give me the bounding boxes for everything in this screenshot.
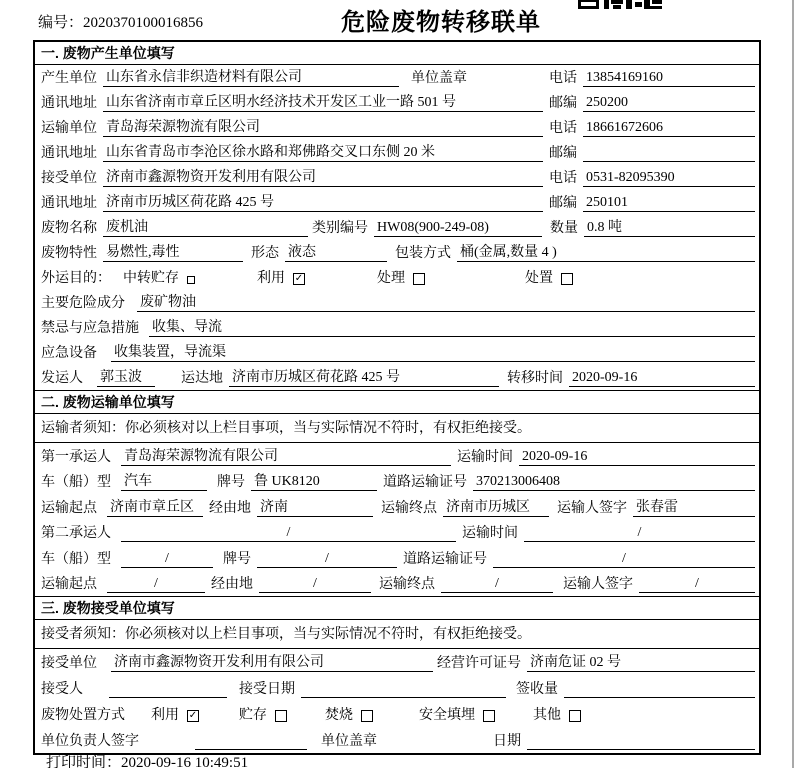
print-time-label: 打印时间： xyxy=(46,755,122,768)
waste-property-label: 废物特性 xyxy=(41,246,97,261)
receive-date-label: 接受日期 xyxy=(239,682,295,697)
phone-label: 电话 xyxy=(549,121,577,136)
transport-date-value[interactable]: 2020-09-16 xyxy=(519,449,755,466)
transfer-date-value[interactable]: 2020-09-16 xyxy=(569,370,755,387)
receiver-person-row xyxy=(35,675,759,701)
receiver-unit-row xyxy=(35,165,759,190)
transporter-notice: 运输者须知：你必须核对以上栏目事项，当与实际情况不符时，有权拒绝接受。 xyxy=(35,414,759,443)
emergency-equipment-row xyxy=(35,340,759,365)
carrier-sign-label: 运输人签字 xyxy=(563,577,633,592)
signed-quantity-value[interactable] xyxy=(564,681,755,698)
road-permit-value-2[interactable]: / xyxy=(493,551,755,568)
transport-date-label: 运输时间 xyxy=(457,449,513,465)
quantity-value[interactable]: 0.8 吨 xyxy=(584,216,755,237)
page-edge-line xyxy=(792,0,794,768)
route-row-2 xyxy=(35,571,759,597)
hazard-component-value[interactable]: 废矿物油 xyxy=(137,291,755,312)
transporter-unit-label: 运输单位 xyxy=(41,121,97,136)
checkbox-landfill[interactable] xyxy=(483,710,495,722)
responsible-sign-row xyxy=(35,727,759,753)
vehicle-type-value[interactable]: 汽车 xyxy=(121,470,207,491)
transporter-postcode-value[interactable] xyxy=(583,145,755,162)
transfer-date-label: 转移时间 xyxy=(507,371,563,386)
license-label: 经营许可证号 xyxy=(437,656,521,671)
section-receiver xyxy=(35,596,759,753)
emergency-equipment-value[interactable]: 收集装置，导流渠 xyxy=(111,341,755,362)
utilize-label: 利用 xyxy=(151,708,179,723)
producer-unit-label: 产生单位 xyxy=(41,71,97,86)
road-permit-value[interactable]: 370213006408 xyxy=(473,474,755,491)
waste-name-value[interactable]: 废机油 xyxy=(103,216,308,237)
other-label: 其他 xyxy=(533,708,561,723)
hazard-component-row xyxy=(35,290,759,315)
receiver-unit-value[interactable]: 济南市鑫源物资开发利用有限公司 xyxy=(103,166,543,187)
receiver-person-label: 接受人 xyxy=(41,682,83,697)
responsible-sign-label: 单位负责人签字 xyxy=(41,734,139,749)
form-label: 形态 xyxy=(251,246,279,261)
packaging-label: 包装方式 xyxy=(395,246,451,261)
transporter-address-label: 通讯地址 xyxy=(41,146,97,161)
doc-number-value: 2020370100016856 xyxy=(83,15,204,31)
emergency-measures-row xyxy=(35,315,759,340)
emergency-measures-value[interactable]: 收集、导流 xyxy=(149,316,755,337)
checkbox-storage-receipt[interactable] xyxy=(275,710,287,722)
destination-value[interactable]: 济南市历城区荷花路 425 号 xyxy=(229,366,499,387)
storage-label: 贮存 xyxy=(239,708,267,723)
section-producer xyxy=(35,42,759,390)
origin-label: 运输起点 xyxy=(41,500,97,516)
vehicle-type-label: 车（船）型 xyxy=(41,551,111,567)
plate-label: 牌号 xyxy=(223,551,251,567)
road-permit-label: 道路运输证号 xyxy=(383,475,467,490)
carrier-sign-label: 运输人签字 xyxy=(557,500,627,516)
postcode-label: 邮编 xyxy=(549,146,577,161)
date-label: 日期 xyxy=(493,734,521,749)
waste-property-row xyxy=(35,240,759,265)
producer-address-label: 通讯地址 xyxy=(41,96,97,111)
transport-date-value-2[interactable]: / xyxy=(524,525,755,542)
vehicle-type-label: 车（船）型 xyxy=(41,475,111,490)
receiver-unit-label: 接受单位 xyxy=(41,171,97,186)
waste-name-row xyxy=(35,215,759,240)
disposal-label: 处置 xyxy=(525,271,553,286)
first-carrier-value[interactable]: 青岛海荣源物流有限公司 xyxy=(121,445,451,466)
receiver-person-value[interactable] xyxy=(109,681,227,698)
quantity-label: 数量 xyxy=(550,221,578,236)
first-carrier-row xyxy=(35,443,759,469)
producer-unit-value[interactable]: 山东省永信非织造材料有限公司 xyxy=(103,66,399,87)
print-time-value: 2020-09-16 10:49:51 xyxy=(121,755,249,768)
checkbox-other[interactable] xyxy=(569,710,581,722)
checkbox-incineration[interactable] xyxy=(361,710,373,722)
landfill-label: 安全填埋 xyxy=(419,708,475,723)
date-value[interactable] xyxy=(527,733,755,750)
treatment-label: 处理 xyxy=(377,271,405,286)
receive-unit-row xyxy=(35,649,759,675)
vehicle-type-value-2[interactable]: / xyxy=(121,551,213,568)
category-code-label: 类别编号 xyxy=(312,221,368,236)
section-transporter-header: 二. 废物运输单位填写 xyxy=(35,390,759,414)
unit-seal-label: 单位盖章 xyxy=(411,71,467,86)
incineration-label: 焚烧 xyxy=(325,708,353,723)
receiver-address-value[interactable]: 济南市历城区荷花路 425 号 xyxy=(103,191,543,212)
emergency-equipment-label: 应急设备 xyxy=(41,346,97,361)
section-producer-header: 一. 废物产生单位填写 xyxy=(35,42,759,65)
postcode-label: 邮编 xyxy=(549,96,577,111)
consignor-row xyxy=(35,365,759,390)
form-value[interactable]: 液态 xyxy=(285,241,387,262)
phone-label: 电话 xyxy=(549,71,577,86)
category-code-value[interactable]: HW08(900-249-08) xyxy=(374,220,542,237)
signed-quantity-label: 签收量 xyxy=(516,682,558,697)
section-receiver-header: 三. 废物接受单位填写 xyxy=(35,596,759,620)
terminus-value-2[interactable]: / xyxy=(441,576,553,593)
transport-date-label: 运输时间 xyxy=(462,526,518,541)
receiver-notice: 接受者须知：你必须核对以上栏目事项，当与实际情况不符时，有权拒绝接受。 xyxy=(35,620,759,649)
checkbox-transit-storage[interactable] xyxy=(187,276,195,284)
disposal-method-label: 废物处置方式 xyxy=(41,708,125,723)
origin-value-2[interactable]: / xyxy=(107,576,205,593)
hazard-component-label: 主要危险成分 xyxy=(41,296,125,311)
section-transporter xyxy=(35,390,759,596)
doc-number-label: 编号： xyxy=(38,15,84,31)
print-time xyxy=(46,751,248,768)
terminus-label: 运输终点 xyxy=(379,577,435,592)
receive-unit-value[interactable]: 济南市鑫源物资开发利用有限公司 xyxy=(111,651,433,672)
producer-address-value[interactable]: 山东省济南市章丘区明水经济技术开发区工业一路 501 号 xyxy=(103,91,543,112)
via-value[interactable]: 济南 xyxy=(257,496,373,517)
transfer-purpose-row xyxy=(35,265,759,290)
producer-postcode-value[interactable]: 250200 xyxy=(583,95,755,112)
transporter-unit-row xyxy=(35,115,759,140)
checkbox-utilize[interactable]: ✓ xyxy=(294,273,304,284)
consignor-value[interactable]: 郭玉波 xyxy=(97,366,155,387)
phone-label: 电话 xyxy=(549,171,577,186)
origin-value[interactable]: 济南市章丘区 xyxy=(107,496,203,517)
consignor-label: 发运人 xyxy=(41,371,83,386)
plate-value[interactable]: 鲁 UK8120 xyxy=(251,470,377,491)
plate-label: 牌号 xyxy=(217,475,245,490)
checkbox-treatment[interactable] xyxy=(413,273,425,285)
transporter-address-value[interactable]: 山东省青岛市李沧区徐水路和郑佛路交叉口东侧 20 米 xyxy=(103,141,543,162)
plate-value-2[interactable]: / xyxy=(257,551,397,568)
receiver-phone-value[interactable]: 0531-82095390 xyxy=(583,170,755,187)
packaging-value[interactable]: 桶(金属,数量 4 ) xyxy=(457,241,755,262)
origin-label: 运输起点 xyxy=(41,577,97,592)
carrier-sign-value-2[interactable]: / xyxy=(639,576,755,593)
waste-name-label: 废物名称 xyxy=(41,221,97,236)
via-value-2[interactable]: / xyxy=(259,576,371,593)
receiver-address-label: 通讯地址 xyxy=(41,196,97,211)
receiver-address-row xyxy=(35,190,759,215)
transfer-purpose-label: 外运目的： xyxy=(41,271,111,286)
producer-address-row xyxy=(35,90,759,115)
checkbox-disposal[interactable] xyxy=(561,273,573,285)
unit-seal-label: 单位盖章 xyxy=(321,734,377,749)
road-permit-label: 道路运输证号 xyxy=(403,551,487,567)
transporter-address-row xyxy=(35,140,759,165)
transporter-phone-value[interactable]: 18661672606 xyxy=(583,120,755,137)
utilize-label: 利用 xyxy=(257,271,285,286)
disposal-method-row xyxy=(35,701,759,727)
via-label: 经由地 xyxy=(209,500,251,516)
producer-unit-row xyxy=(35,65,759,90)
second-carrier-row xyxy=(35,520,759,546)
vehicle-row-1 xyxy=(35,469,759,495)
checkbox-utilize-receipt[interactable]: ✓ xyxy=(188,710,198,721)
first-carrier-label: 第一承运人 xyxy=(41,449,111,465)
waste-property-value[interactable]: 易燃性,毒性 xyxy=(103,241,243,262)
destination-label: 运达地 xyxy=(181,371,223,386)
carrier-sign-value[interactable]: 张春雷 xyxy=(633,496,755,517)
license-value[interactable]: 济南危证 02 号 xyxy=(527,651,755,672)
second-carrier-value[interactable]: / xyxy=(121,525,456,542)
transporter-unit-value[interactable]: 青岛海荣源物流有限公司 xyxy=(103,116,543,137)
producer-phone-value[interactable]: 13854169160 xyxy=(583,70,755,87)
vehicle-row-2 xyxy=(35,545,759,571)
postcode-label: 邮编 xyxy=(549,196,577,211)
route-row-1 xyxy=(35,494,759,520)
responsible-sign-value[interactable] xyxy=(195,733,307,750)
via-label: 经由地 xyxy=(211,577,253,592)
second-carrier-label: 第二承运人 xyxy=(41,526,111,541)
page-title: 危险废物转移联单 xyxy=(341,9,541,36)
terminus-value[interactable]: 济南市历城区 xyxy=(443,496,549,517)
terminus-label: 运输终点 xyxy=(381,500,437,516)
transfer-form-table xyxy=(33,40,761,755)
emergency-measures-label: 禁忌与应急措施 xyxy=(41,321,139,336)
receive-unit-label: 接受单位 xyxy=(41,656,97,671)
qr-code-fragment xyxy=(578,0,662,9)
receiver-postcode-value[interactable]: 250101 xyxy=(583,195,755,212)
transit-storage-label: 中转贮存 xyxy=(123,271,179,286)
receive-date-value[interactable] xyxy=(301,681,506,698)
